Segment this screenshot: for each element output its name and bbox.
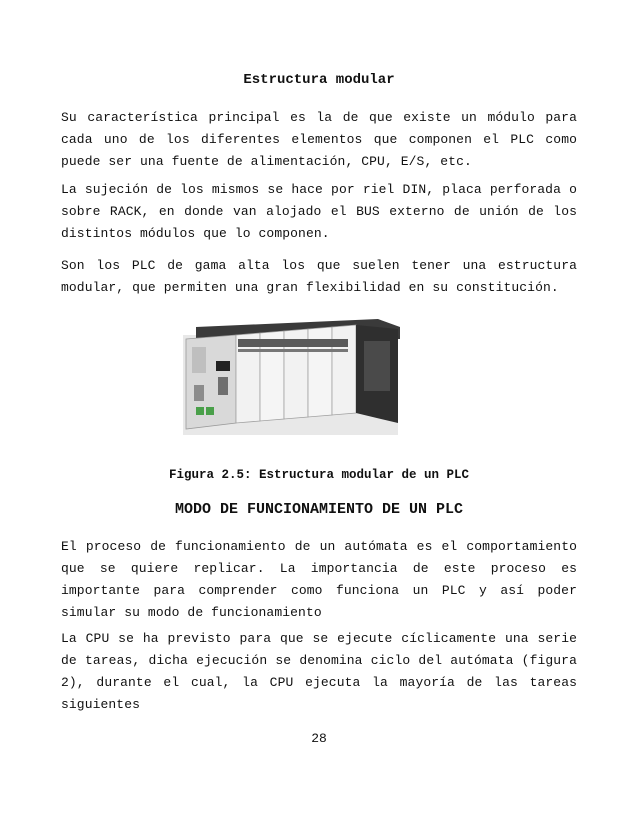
section2-title: MODO DE FUNCIONAMIENTO DE UN PLC xyxy=(174,501,464,518)
paragraph-cpu-cycle: La CPU se ha previsto para que se ejecute cíclicamente una serie de tareas, dicha ejecución se denomina ciclo del autómata (figura 2), durante el cual, la CPU ejecuta la mayoría de las tareas siguientes xyxy=(61,631,577,712)
section-title: Estructura modular xyxy=(243,72,395,88)
paragraph-mounting: La sujeción de los mismos se hace por riel DIN, placa perforada o sobre RACK, en donde van alojado el BUS externo de unión de los distintos módulos que lo componen. xyxy=(61,182,577,241)
paragraph-characteristic: Su característica principal es la de que existe un módulo para cada uno de los diferentes elementos que componen el PLC como puede ser una fuente de alimentación, CPU, E/S, etc. xyxy=(61,110,577,169)
page-number: 28 xyxy=(311,731,327,746)
plc-modular-image xyxy=(178,305,406,451)
figure-caption: Figura 2.5: Estructura modular de un PLC xyxy=(168,468,470,482)
paragraph-high-end: Son los PLC de gama alta los que suelen tener una estructura modular, que permiten una gran flexibilidad en su constitución. xyxy=(61,258,577,295)
paragraph-process: El proceso de funcionamiento de un autómata es el comportamiento que se quiere replicar. La importancia de este proceso es importante para comprender como funciona un PLC y así poder simular su modo de funcionamiento xyxy=(61,539,577,620)
